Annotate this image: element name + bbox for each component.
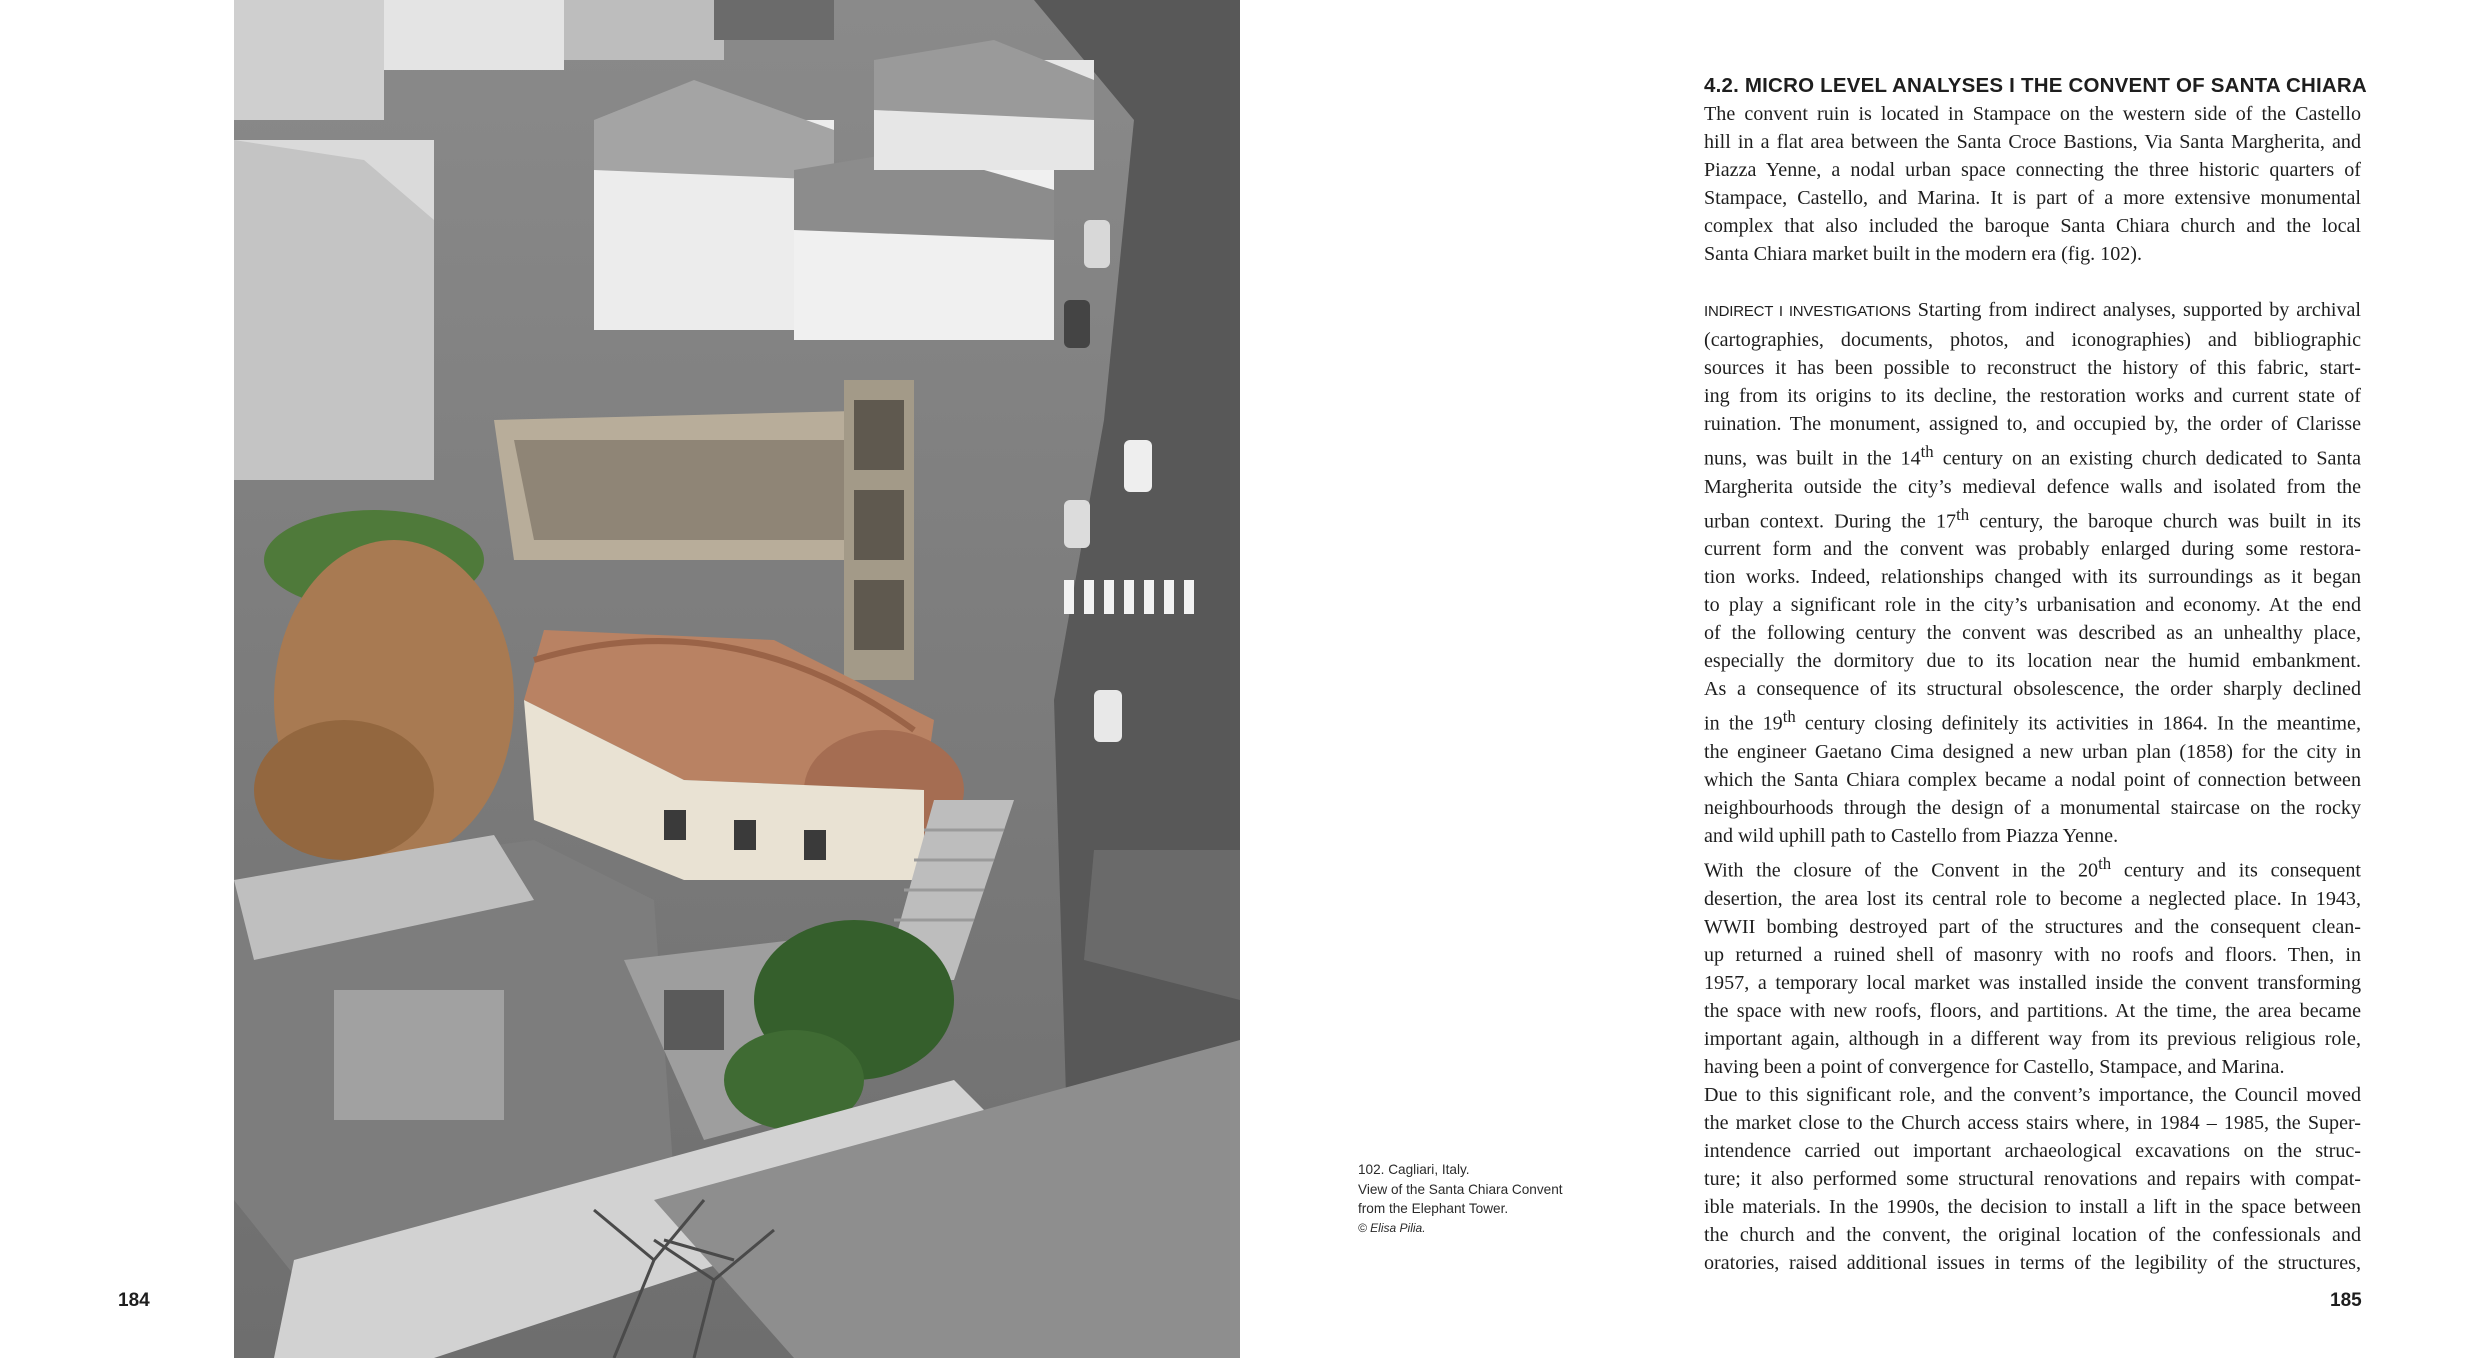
text-line: to play a significant role in the city’s urbanisation and economy. At the end — [1704, 594, 2361, 617]
text-line: Stampace, Castello, and Marina. It is part of a more extensive monumental — [1704, 187, 2361, 209]
text-line: in the 19th century closing definitely its activities in 1864. In the meantime, — [1704, 707, 2361, 736]
text-line: (cartographies, documents, photos, and iconographies) and bibliographic — [1704, 329, 2361, 351]
text-line: complex that also included the baroque Santa Chiara church and the local — [1704, 215, 2361, 237]
text-line: especially the dormitory due to its location near the humid embankment. — [1704, 650, 2361, 673]
aerial-photo — [234, 0, 1240, 1358]
text-line: The convent ruin is located in Stampace on the western side of the Castello — [1704, 103, 2361, 125]
figure-label: 102. Cagliari, Italy. — [1358, 1162, 1470, 1177]
text-line: nuns, was built in the 14th century on an existing church dedicated to Santa — [1704, 442, 2361, 470]
text-line: and wild uphill path to Castello from Piazza Yenne. — [1704, 825, 2119, 848]
text-line: the church and the convent, the original location of the confessionals and — [1704, 1223, 2361, 1246]
page-number-left: 184 — [118, 1290, 150, 1311]
text-line: up returned a ruined shell of masonry with no roofs and floors. Then, in — [1704, 943, 2361, 966]
text-line: sources it has been possible to reconstruct the history of this fabric, start- — [1704, 357, 2361, 379]
text-line: neighbourhoods through the design of a monumental staircase on the rocky — [1704, 797, 2361, 820]
text-line: which the Santa Chiara complex became a nodal point of connection between — [1704, 769, 2361, 792]
text-line: oratories, raised additional issues in terms of the legibility of the structures, — [1704, 1251, 2361, 1274]
council-paragraph — [1704, 1081, 2361, 1277]
investigations-paragraph — [1704, 296, 2361, 850]
text-line: Piazza Yenne, a nodal urban space connecting the three historic quarters of — [1704, 159, 2361, 181]
text-line: the space with new roofs, floors, and partitions. At the time, the area became — [1704, 999, 2361, 1022]
section-heading: 4.2. MICRO LEVEL ANALYSES I THE CONVENT OF SANTA CHIARA — [1704, 74, 2367, 97]
text-line: tion works. Indeed, relationships changed with its surroundings as it began — [1704, 566, 2361, 589]
figure-credit: © Elisa Pilia. — [1358, 1220, 1426, 1235]
figure-description-line: View of the Santa Chiara Convent — [1358, 1181, 1563, 1197]
text-column — [1704, 72, 2367, 1277]
text-line: ible materials. In the 1990s, the decision to install a lift in the space between — [1704, 1195, 2361, 1218]
text-line: the engineer Gaetano Cima designed a new urban plan (1858) for the city in — [1704, 741, 2361, 764]
text-line: important again, although in a different way from its previous religious role, — [1704, 1027, 2361, 1050]
text-line: hill in a flat area between the Santa Croce Bastions, Via Santa Margherita, and — [1704, 131, 2361, 153]
figure-description-line: from the Elephant Tower. — [1358, 1201, 1509, 1216]
page-number-right: 185 — [2330, 1290, 2362, 1311]
text-line: ruination. The monument, assigned to, and occupied by, the order of Clarisse — [1704, 413, 2361, 435]
closure-paragraph — [1704, 850, 2361, 1081]
figure-caption — [1358, 1160, 1608, 1238]
text-line: Santa Chiara market built in the modern era (fig. 102). — [1704, 243, 2143, 265]
text-line: urban context. During the 17th century, the baroque church was built in its — [1704, 504, 2361, 533]
text-line: current form and the convent was probably enlarged during some restora- — [1704, 538, 2361, 561]
text-line: of the following century the convent was described as an unhealthy place, — [1704, 622, 2361, 645]
text-line: ture; it also performed some structural renovations and repairs with compat- — [1704, 1167, 2361, 1190]
text-line: intendence carried out important archaeological excavations on the struc- — [1704, 1139, 2361, 1162]
text-line: ing from its origins to its decline, the restoration works and current state of — [1704, 385, 2361, 407]
text-line: desertion, the area lost its central role to become a neglected place. In 1943, — [1704, 887, 2361, 910]
text-line: 1957, a temporary local market was installed inside the convent transforming — [1704, 971, 2361, 994]
text-line: having been a point of convergence for Castello, Stampace, and Marina. — [1704, 1055, 2285, 1078]
text-line: INDIRECT I INVESTIGATIONS Starting from indirect analyses, supported by archival — [1704, 299, 2361, 321]
text-line: As a consequence of its structural obsolescence, the order sharply declined — [1704, 678, 2361, 701]
text-line: With the closure of the Convent in the 20th century and its consequent — [1704, 854, 2361, 882]
intro-paragraph — [1704, 100, 2361, 268]
text-line: WWII bombing destroyed part of the structures and the consequent clean- — [1704, 915, 2361, 938]
text-line: Margherita outside the city’s medieval defence walls and isolated from the — [1704, 475, 2361, 498]
text-line: Due to this significant role, and the convent’s importance, the Council moved — [1704, 1083, 2361, 1106]
runin-label: INDIRECT I INVESTIGATIONS — [1704, 303, 1911, 320]
text-line: the market close to the Church access stairs where, in 1984 – 1985, the Super- — [1704, 1111, 2361, 1134]
